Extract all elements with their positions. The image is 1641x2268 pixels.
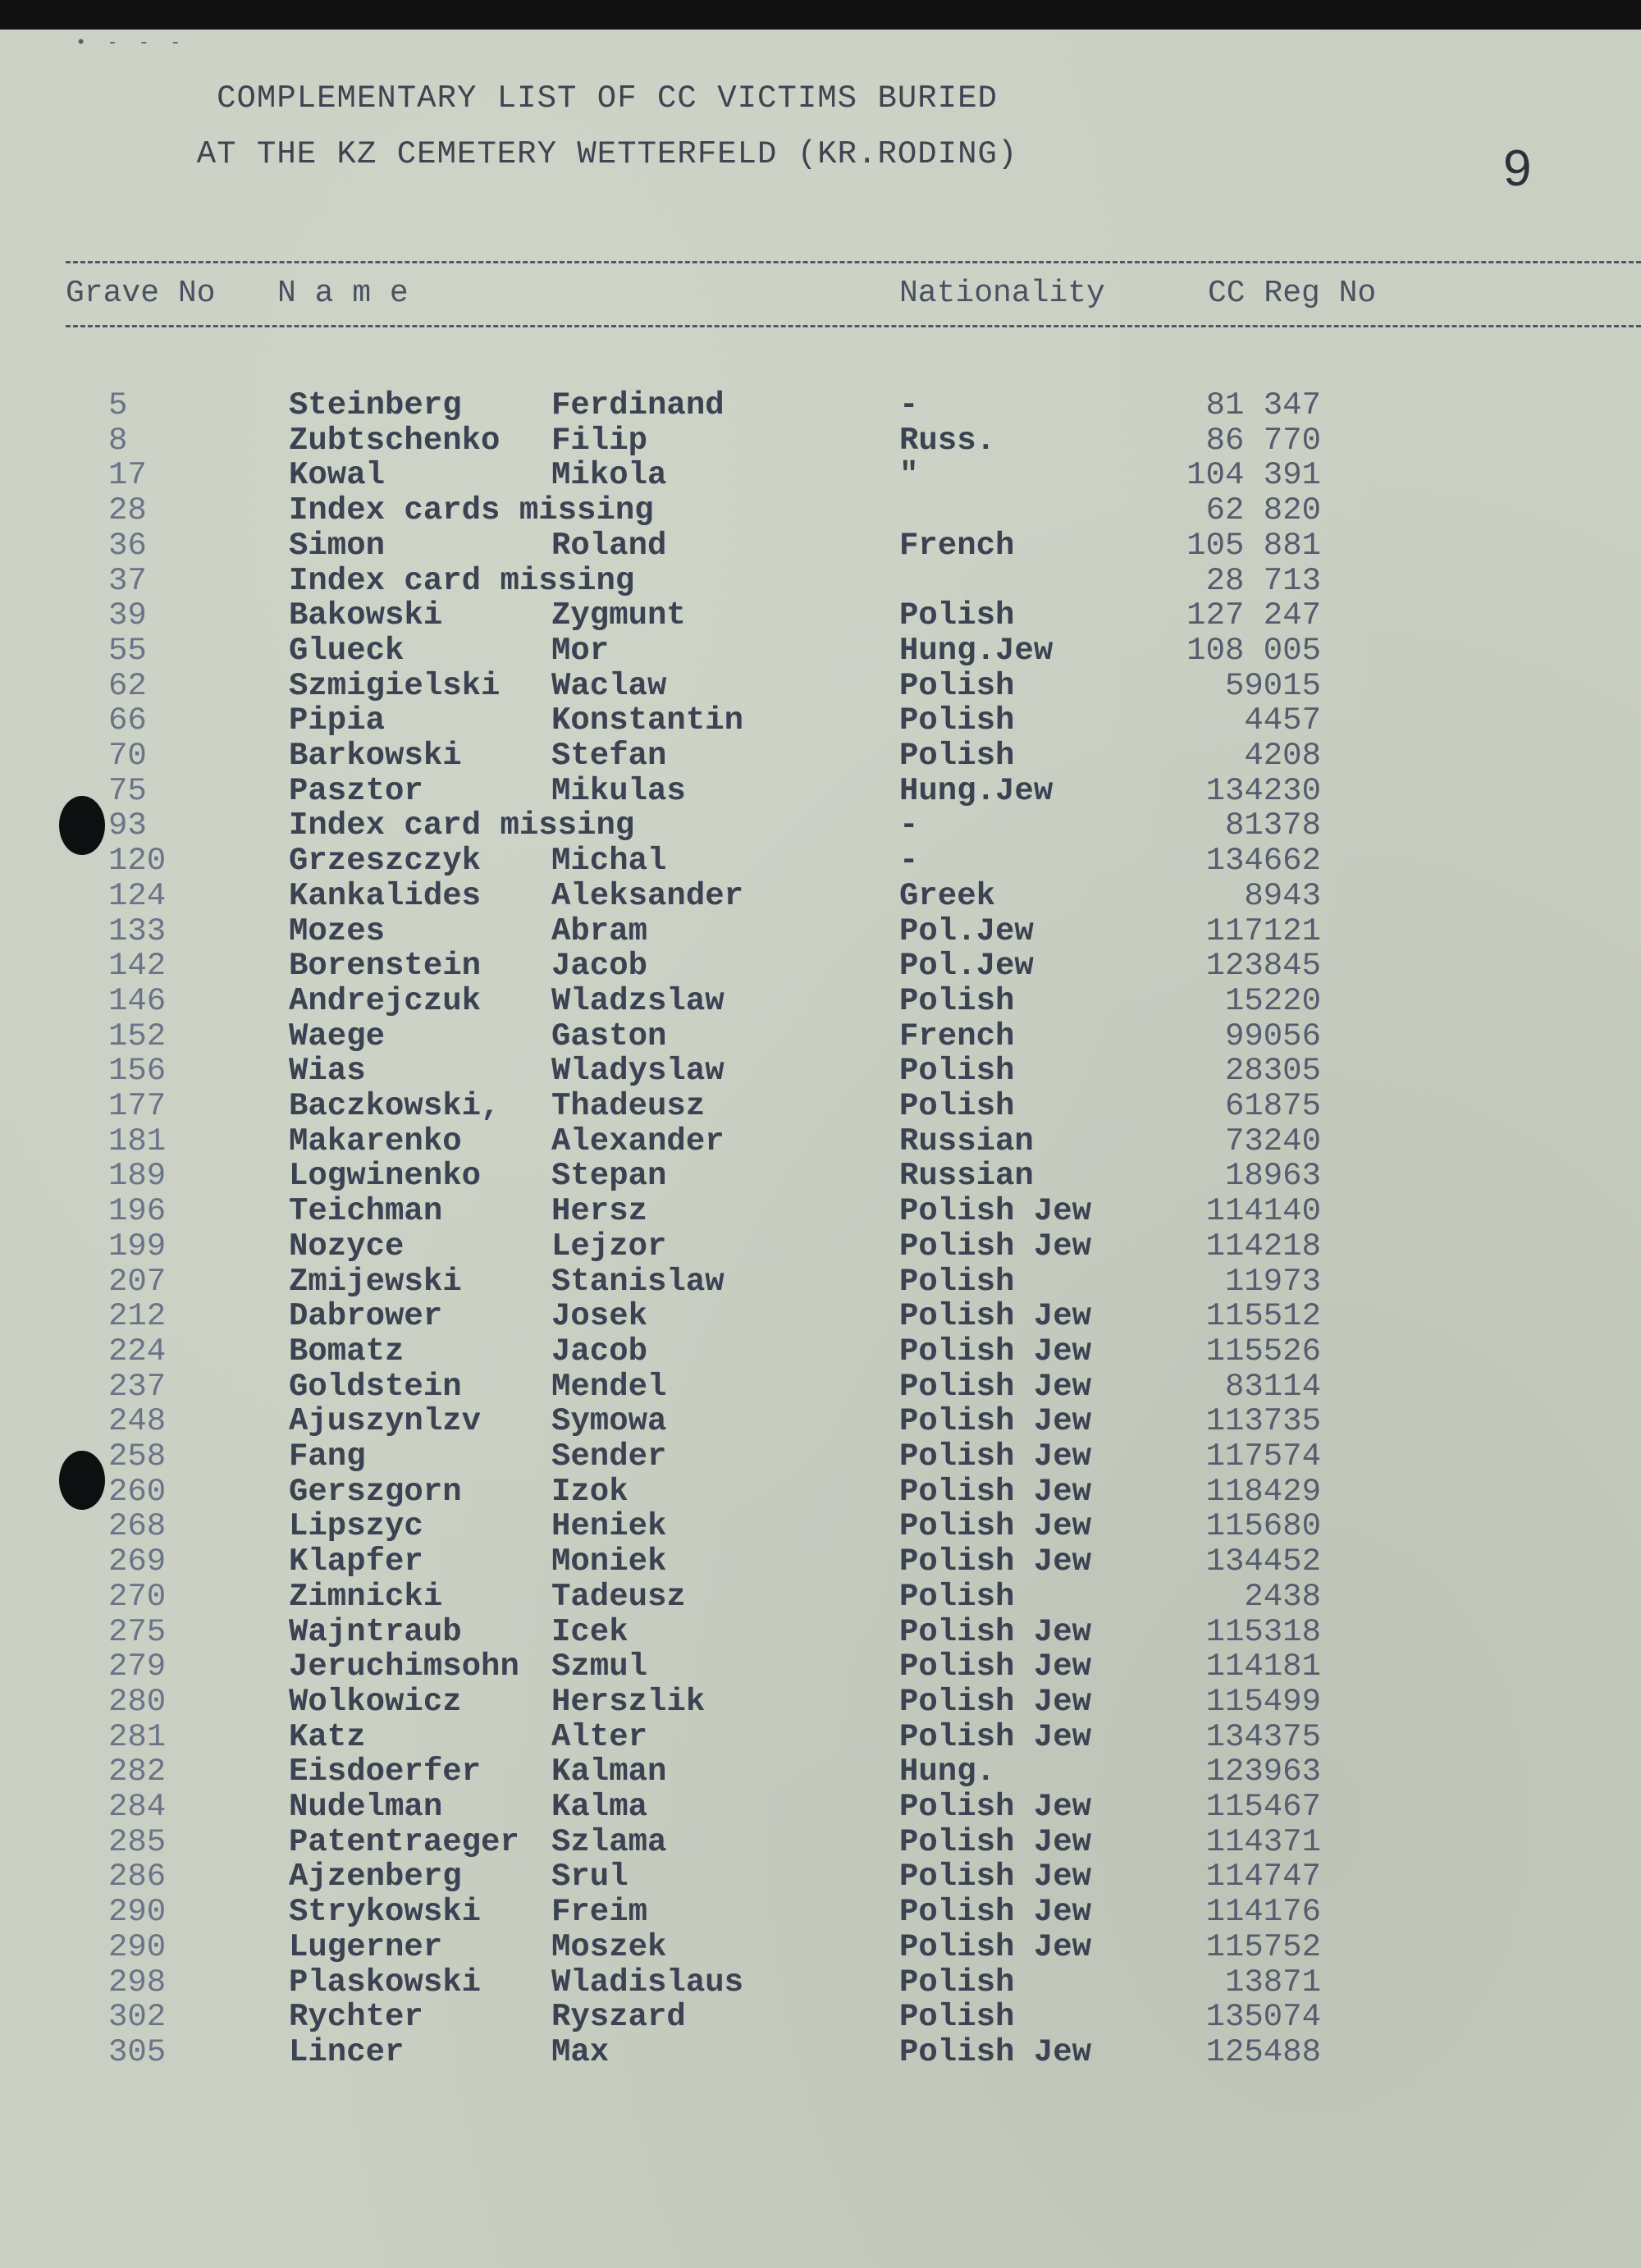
grave-number: 5 xyxy=(108,387,128,423)
grave-number: 298 xyxy=(108,1964,167,2001)
table-row xyxy=(0,1264,1641,1300)
cc-reg-number: 13871 xyxy=(1224,1964,1321,2001)
table-row xyxy=(0,1508,1641,1544)
nationality: Polish Jew xyxy=(899,1543,1092,1580)
first-name: Moniek xyxy=(551,1543,667,1580)
table-row xyxy=(0,1158,1641,1194)
table-row xyxy=(0,1403,1641,1439)
nationality: " xyxy=(899,457,919,494)
scanner-edge xyxy=(0,0,1641,31)
cc-reg-number: 118429 xyxy=(1205,1473,1321,1510)
surname: Kankalides xyxy=(289,877,482,914)
first-name: Wladislaus xyxy=(551,1964,744,2001)
nationality: - xyxy=(899,387,919,423)
grave-number: 70 xyxy=(108,738,147,774)
surname: Lipszyc xyxy=(289,1508,423,1545)
surname: Ajuszynlzv xyxy=(289,1403,482,1440)
first-name: Mikola xyxy=(551,457,667,494)
grave-number: 146 xyxy=(108,982,167,1019)
nationality: Polish Jew xyxy=(899,1789,1092,1825)
first-name: Jacob xyxy=(551,1333,648,1369)
table-row xyxy=(0,1193,1641,1229)
nationality: Russ. xyxy=(899,422,996,459)
grave-number: 152 xyxy=(108,1017,167,1054)
nationality: Hung.Jew xyxy=(899,632,1054,669)
punch-hole xyxy=(59,1451,105,1510)
nationality: Polish Jew xyxy=(899,1403,1092,1440)
nationality: Pol.Jew xyxy=(899,948,1034,985)
first-name: Freim xyxy=(551,1894,648,1931)
cc-reg-number: 115680 xyxy=(1205,1508,1321,1545)
first-name: Aleksander xyxy=(551,877,744,914)
table-row xyxy=(0,668,1641,704)
first-name: Wladzslaw xyxy=(551,982,725,1019)
surname: Makarenko xyxy=(289,1123,462,1159)
table-row xyxy=(0,1964,1641,2001)
nationality: Polish Jew xyxy=(899,1438,1092,1475)
first-name: Michal xyxy=(551,843,667,880)
surname: Zubtschenko xyxy=(289,422,501,459)
grave-number: 124 xyxy=(108,877,167,914)
page-number: 9 xyxy=(1503,140,1532,197)
nationality: Polish xyxy=(899,667,1015,704)
nationality: Hung. xyxy=(899,1754,996,1790)
cc-reg-number: 83114 xyxy=(1224,1368,1321,1405)
grave-number: 285 xyxy=(108,1823,167,1860)
cc-reg-number: 115526 xyxy=(1205,1333,1321,1369)
grave-number: 62 xyxy=(108,667,147,704)
table-row xyxy=(0,1648,1641,1685)
surname: Pasztor xyxy=(289,772,423,809)
column-header-reg: CC Reg No xyxy=(1208,276,1377,311)
grave-number: 28 xyxy=(108,492,147,529)
nationality: Russian xyxy=(899,1123,1034,1159)
nationality: Polish Jew xyxy=(899,1894,1092,1931)
grave-number: 268 xyxy=(108,1508,167,1545)
table-row xyxy=(0,983,1641,1019)
grave-number: 286 xyxy=(108,1859,167,1895)
nationality: Hung.Jew xyxy=(899,772,1054,809)
table-row xyxy=(0,807,1641,844)
grave-number: 177 xyxy=(108,1088,167,1124)
nationality: Polish Jew xyxy=(899,1228,1092,1264)
table-row xyxy=(0,1088,1641,1124)
surname: Patentraeger xyxy=(289,1823,519,1860)
table-row xyxy=(0,387,1641,423)
cc-reg-number: 114176 xyxy=(1205,1894,1321,1931)
table-row xyxy=(0,528,1641,564)
table-row xyxy=(0,1333,1641,1369)
grave-number: 133 xyxy=(108,912,167,949)
first-name: Ryszard xyxy=(551,1999,686,2036)
first-name: Jacob xyxy=(551,948,648,985)
table-row xyxy=(0,1053,1641,1089)
first-name: Ferdinand xyxy=(551,387,725,423)
nationality: Polish Jew xyxy=(899,1368,1092,1405)
first-name: Izok xyxy=(551,1473,629,1510)
table-row xyxy=(0,492,1641,528)
grave-number: 156 xyxy=(108,1053,167,1090)
table-row xyxy=(0,773,1641,809)
nationality: Polish xyxy=(899,1578,1015,1615)
grave-number: 37 xyxy=(108,562,147,599)
grave-number: 269 xyxy=(108,1543,167,1580)
surname: Zimnicki xyxy=(289,1578,443,1615)
first-name: Icek xyxy=(551,1613,629,1650)
first-name: Filip xyxy=(551,422,648,459)
cc-reg-number: 61875 xyxy=(1224,1088,1321,1124)
cc-reg-number: 4457 xyxy=(1244,702,1321,739)
surname: Kowal xyxy=(289,457,386,494)
surname: Klapfer xyxy=(289,1543,423,1580)
nationality: French xyxy=(899,1017,1015,1054)
surname: Nudelman xyxy=(289,1789,443,1825)
cc-reg-number: 99056 xyxy=(1224,1017,1321,1054)
nationality: Polish xyxy=(899,738,1015,774)
nationality: Polish xyxy=(899,1088,1015,1124)
table-row xyxy=(0,2034,1641,2070)
grave-number: 189 xyxy=(108,1158,167,1195)
cc-reg-number: 114140 xyxy=(1205,1193,1321,1230)
nationality: - xyxy=(899,807,919,844)
cc-reg-number: 134452 xyxy=(1205,1543,1321,1580)
first-name: Josek xyxy=(551,1298,648,1335)
punch-hole xyxy=(59,796,105,855)
surname: Dabrower xyxy=(289,1298,443,1335)
grave-number: 199 xyxy=(108,1228,167,1264)
nationality: Polish Jew xyxy=(899,1613,1092,1650)
table-row xyxy=(0,1369,1641,1405)
grave-number: 275 xyxy=(108,1613,167,1650)
nationality: - xyxy=(899,843,919,880)
first-name: Lejzor xyxy=(551,1228,667,1264)
cc-reg-number: 11973 xyxy=(1224,1263,1321,1300)
grave-number: 212 xyxy=(108,1298,167,1335)
surname: Pipia xyxy=(289,702,386,739)
surname: Andrejczuk xyxy=(289,982,482,1019)
grave-number: 93 xyxy=(108,807,147,844)
table-row xyxy=(0,1684,1641,1720)
table-row xyxy=(0,1859,1641,1895)
first-name: Mikulas xyxy=(551,772,686,809)
surname: Gerszgorn xyxy=(289,1473,462,1510)
nationality: Polish Jew xyxy=(899,1823,1092,1860)
nationality: French xyxy=(899,527,1015,564)
cc-reg-number: 134662 xyxy=(1205,843,1321,880)
table-row xyxy=(0,633,1641,669)
table-row xyxy=(0,1018,1641,1054)
nationality: Polish xyxy=(899,597,1015,634)
cc-reg-number: 123963 xyxy=(1205,1754,1321,1790)
cc-reg-number: 4208 xyxy=(1244,738,1321,774)
nationality: Polish xyxy=(899,1263,1015,1300)
table-row xyxy=(0,702,1641,738)
table-row xyxy=(0,738,1641,774)
cc-reg-number: 15220 xyxy=(1224,982,1321,1019)
cc-reg-number: 114371 xyxy=(1205,1823,1321,1860)
first-name: Tadeusz xyxy=(551,1578,686,1615)
table-row xyxy=(0,1298,1641,1334)
surname: Borenstein xyxy=(289,948,482,985)
surname: Katz xyxy=(289,1718,366,1755)
table-row xyxy=(0,1929,1641,1965)
cc-reg-number: 18963 xyxy=(1224,1158,1321,1195)
cc-reg-number: 123845 xyxy=(1205,948,1321,985)
surname: Goldstein xyxy=(289,1368,462,1405)
nationality: Polish Jew xyxy=(899,1508,1092,1545)
nationality: Polish xyxy=(899,1964,1015,2001)
table-row xyxy=(0,1228,1641,1264)
table-row xyxy=(0,878,1641,914)
grave-number: 36 xyxy=(108,527,147,564)
first-name: Konstantin xyxy=(551,702,744,739)
table-row xyxy=(0,423,1641,459)
cc-reg-number: 62 820 xyxy=(1205,492,1321,529)
surname: Bomatz xyxy=(289,1333,405,1369)
grave-number: 290 xyxy=(108,1928,167,1965)
cc-reg-number: 28 713 xyxy=(1205,562,1321,599)
first-name: Mendel xyxy=(551,1368,667,1405)
surname: Index cards missing xyxy=(289,492,654,529)
surname: Bakowski xyxy=(289,597,443,634)
surname: Glueck xyxy=(289,632,405,669)
top-mark: • - - - xyxy=(75,33,186,53)
table-row xyxy=(0,1999,1641,2035)
grave-number: 55 xyxy=(108,632,147,669)
table-row xyxy=(0,913,1641,949)
table-row xyxy=(0,1543,1641,1580)
grave-number: 66 xyxy=(108,702,147,739)
cc-reg-number: 127 247 xyxy=(1186,597,1321,634)
nationality: Polish Jew xyxy=(899,1718,1092,1755)
surname: Strykowski xyxy=(289,1894,482,1931)
nationality: Polish Jew xyxy=(899,1648,1092,1685)
column-header-nationality: Nationality xyxy=(899,276,1105,311)
grave-number: 305 xyxy=(108,2033,167,2070)
table-row xyxy=(0,457,1641,493)
grave-number: 279 xyxy=(108,1648,167,1685)
surname: Barkowski xyxy=(289,738,462,774)
surname: Zmijewski xyxy=(289,1263,462,1300)
cc-reg-number: 81 347 xyxy=(1205,387,1321,423)
grave-number: 281 xyxy=(108,1718,167,1755)
table-row xyxy=(0,1438,1641,1475)
surname: Szmigielski xyxy=(289,667,501,704)
first-name: Moszek xyxy=(551,1928,667,1965)
cc-reg-number: 115499 xyxy=(1205,1683,1321,1720)
surname: Fang xyxy=(289,1438,366,1475)
first-name: Stepan xyxy=(551,1158,667,1195)
first-name: Alter xyxy=(551,1718,648,1755)
table-row xyxy=(0,1614,1641,1650)
table-row xyxy=(0,1789,1641,1825)
nationality: Greek xyxy=(899,877,996,914)
first-name: Stefan xyxy=(551,738,667,774)
column-header-name: N a m e xyxy=(277,276,409,311)
surname: Wias xyxy=(289,1053,366,1090)
cc-reg-number: 134375 xyxy=(1205,1718,1321,1755)
grave-number: 207 xyxy=(108,1263,167,1300)
cc-reg-number: 115318 xyxy=(1205,1613,1321,1650)
cc-reg-number: 114747 xyxy=(1205,1859,1321,1895)
nationality: Polish xyxy=(899,1053,1015,1090)
first-name: Waclaw xyxy=(551,667,667,704)
grave-number: 270 xyxy=(108,1578,167,1615)
cc-reg-number: 81378 xyxy=(1224,807,1321,844)
grave-number: 39 xyxy=(108,597,147,634)
first-name: Herszlik xyxy=(551,1683,706,1720)
table-row xyxy=(0,843,1641,879)
first-name: Abram xyxy=(551,912,648,949)
cc-reg-number: 125488 xyxy=(1205,2033,1321,2070)
grave-number: 120 xyxy=(108,843,167,880)
surname: Waege xyxy=(289,1017,386,1054)
grave-number: 142 xyxy=(108,948,167,985)
grave-number: 248 xyxy=(108,1403,167,1440)
grave-number: 75 xyxy=(108,772,147,809)
grave-number: 302 xyxy=(108,1999,167,2036)
table-row xyxy=(0,1824,1641,1860)
nationality: Polish xyxy=(899,982,1015,1019)
nationality: Polish xyxy=(899,1999,1015,2036)
first-name: Max xyxy=(551,2033,610,2070)
header-bottom-rule xyxy=(66,325,1641,327)
nationality: Polish Jew xyxy=(899,1298,1092,1335)
first-name: Alexander xyxy=(551,1123,725,1159)
column-header-grave: Grave No xyxy=(66,276,216,311)
first-name: Szlama xyxy=(551,1823,667,1860)
first-name: Symowa xyxy=(551,1403,667,1440)
surname: Logwinenko xyxy=(289,1158,482,1195)
surname: Grzeszczyk xyxy=(289,843,482,880)
table-row xyxy=(0,1719,1641,1755)
nationality: Polish Jew xyxy=(899,1333,1092,1369)
surname: Steinberg xyxy=(289,387,462,423)
table-row xyxy=(0,1123,1641,1159)
surname: Index card missing xyxy=(289,807,635,844)
first-name: Kalma xyxy=(551,1789,648,1825)
grave-number: 181 xyxy=(108,1123,167,1159)
table-row xyxy=(0,563,1641,599)
cc-reg-number: 114218 xyxy=(1205,1228,1321,1264)
first-name: Mor xyxy=(551,632,610,669)
first-name: Wladyslaw xyxy=(551,1053,725,1090)
nationality: Polish Jew xyxy=(899,1928,1092,1965)
title-line-2: AT THE KZ CEMETERY WETTERFELD (KR.RODING) xyxy=(196,136,1018,172)
first-name: Roland xyxy=(551,527,667,564)
first-name: Sender xyxy=(551,1438,667,1475)
surname: Rychter xyxy=(289,1999,423,2036)
grave-number: 290 xyxy=(108,1894,167,1931)
table-row xyxy=(0,1474,1641,1510)
surname: Jeruchimsohn xyxy=(289,1648,519,1685)
table-row xyxy=(0,948,1641,984)
first-name: Stanislaw xyxy=(551,1263,725,1300)
table-row xyxy=(0,1894,1641,1930)
table-row xyxy=(0,1754,1641,1790)
grave-number: 282 xyxy=(108,1754,167,1790)
first-name: Szmul xyxy=(551,1648,648,1685)
table-row xyxy=(0,1579,1641,1615)
surname: Wolkowicz xyxy=(289,1683,462,1720)
first-name: Thadeusz xyxy=(551,1088,706,1124)
surname: Wajntraub xyxy=(289,1613,462,1650)
header-top-rule xyxy=(66,261,1641,263)
first-name: Hersz xyxy=(551,1193,648,1230)
cc-reg-number: 134230 xyxy=(1205,772,1321,809)
surname: Simon xyxy=(289,527,386,564)
nationality: Polish Jew xyxy=(899,1473,1092,1510)
surname: Lugerner xyxy=(289,1928,443,1965)
nationality: Polish Jew xyxy=(899,1683,1092,1720)
title-line-1: COMPLEMENTARY LIST OF CC VICTIMS BURIED xyxy=(217,80,998,117)
surname: Index card missing xyxy=(289,562,635,599)
grave-number: 17 xyxy=(108,457,147,494)
nationality: Russian xyxy=(899,1158,1034,1195)
cc-reg-number: 114181 xyxy=(1205,1648,1321,1685)
nationality: Pol.Jew xyxy=(899,912,1034,949)
cc-reg-number: 115467 xyxy=(1205,1789,1321,1825)
surname: Lincer xyxy=(289,2033,405,2070)
cc-reg-number: 115512 xyxy=(1205,1298,1321,1335)
surname: Baczkowski, xyxy=(289,1088,501,1124)
first-name: Zygmunt xyxy=(551,597,686,634)
cc-reg-number: 28305 xyxy=(1224,1053,1321,1090)
nationality: Polish Jew xyxy=(899,1193,1092,1230)
grave-number: 196 xyxy=(108,1193,167,1230)
cc-reg-number: 2438 xyxy=(1244,1578,1321,1615)
cc-reg-number: 135074 xyxy=(1205,1999,1321,2036)
cc-reg-number: 8943 xyxy=(1244,877,1321,914)
nationality: Polish Jew xyxy=(899,2033,1092,2070)
nationality: Polish Jew xyxy=(899,1859,1092,1895)
table-row xyxy=(0,597,1641,633)
first-name: Kalman xyxy=(551,1754,667,1790)
surname: Plaskowski xyxy=(289,1964,482,2001)
cc-reg-number: 113735 xyxy=(1205,1403,1321,1440)
first-name: Gaston xyxy=(551,1017,667,1054)
cc-reg-number: 105 881 xyxy=(1186,527,1321,564)
cc-reg-number: 117574 xyxy=(1205,1438,1321,1475)
surname: Nozyce xyxy=(289,1228,405,1264)
grave-number: 8 xyxy=(108,422,128,459)
first-name: Srul xyxy=(551,1859,629,1895)
surname: Mozes xyxy=(289,912,386,949)
grave-number: 224 xyxy=(108,1333,167,1369)
surname: Eisdoerfer xyxy=(289,1754,482,1790)
cc-reg-number: 86 770 xyxy=(1205,422,1321,459)
surname: Ajzenberg xyxy=(289,1859,462,1895)
cc-reg-number: 104 391 xyxy=(1186,457,1321,494)
cc-reg-number: 73240 xyxy=(1224,1123,1321,1159)
grave-number: 280 xyxy=(108,1683,167,1720)
grave-number: 258 xyxy=(108,1438,167,1475)
grave-number: 284 xyxy=(108,1789,167,1825)
grave-number: 237 xyxy=(108,1368,167,1405)
cc-reg-number: 115752 xyxy=(1205,1928,1321,1965)
cc-reg-number: 117121 xyxy=(1205,912,1321,949)
cc-reg-number: 108 005 xyxy=(1186,632,1321,669)
surname: Teichman xyxy=(289,1193,443,1230)
cc-reg-number: 59015 xyxy=(1224,667,1321,704)
nationality: Polish xyxy=(899,702,1015,739)
grave-number: 260 xyxy=(108,1473,167,1510)
first-name: Heniek xyxy=(551,1508,667,1545)
